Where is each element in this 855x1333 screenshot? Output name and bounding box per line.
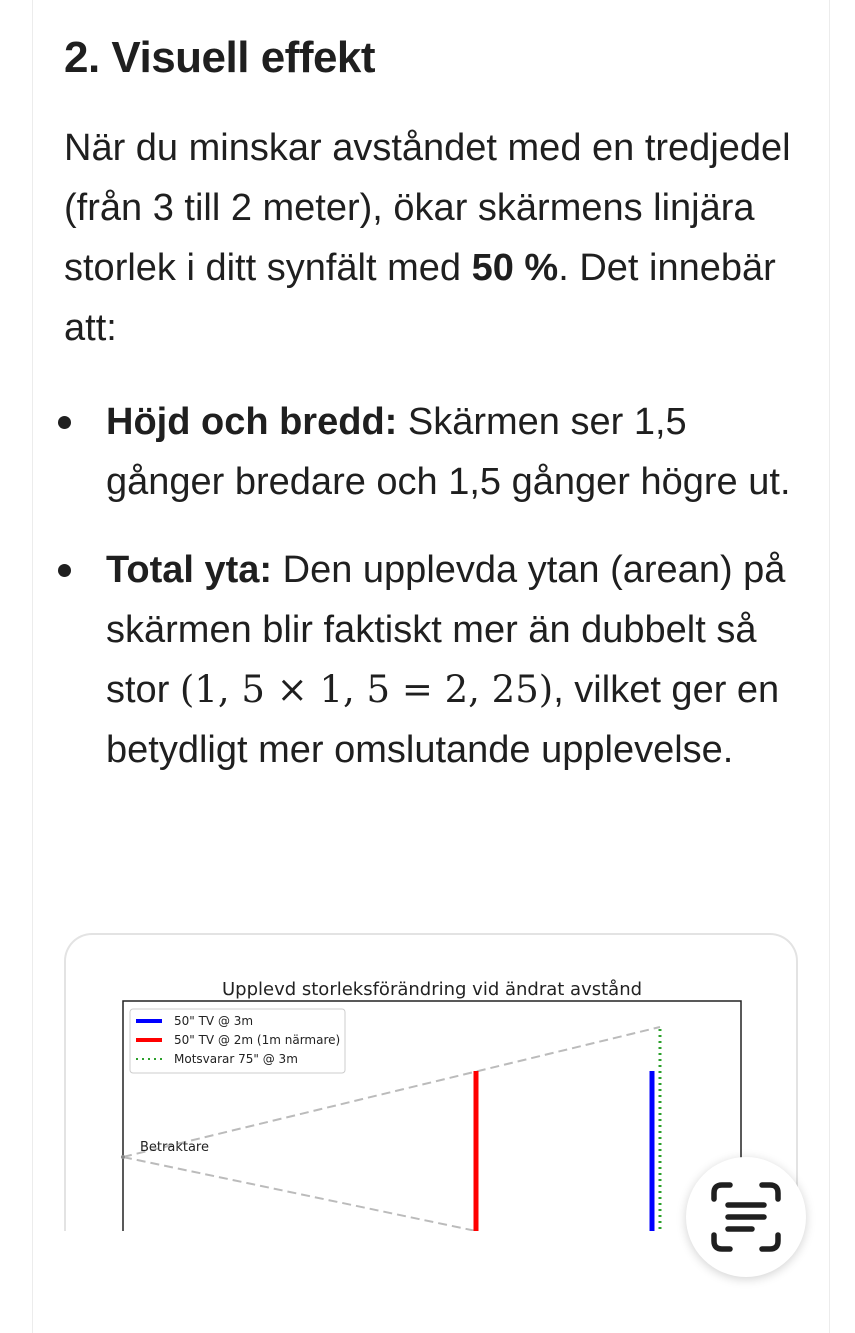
list-item [64, 392, 804, 512]
chart-svg [66, 935, 796, 1231]
scan-text-button[interactable] [686, 1157, 806, 1277]
bullet-list [64, 392, 804, 780]
section-title: 2. Visuell effekt [64, 33, 376, 82]
chart-legend [130, 1009, 345, 1073]
intro-paragraph [64, 118, 794, 358]
bullet-label: Höjd och bredd: [106, 401, 398, 443]
math-formula: (1, 5 × 1, 5 = 2, 25) [179, 668, 554, 711]
intro-bold-value: 50 % [471, 247, 559, 289]
intro-text-1: När du minskar avståndet med en tredjedel (från 3 till 2 meter), ökar skärmens linjära storlek i ditt synfält med [64, 127, 791, 289]
right-divider [829, 0, 830, 1333]
bullet-dot-icon [58, 564, 71, 577]
scan-text-icon [710, 1181, 782, 1253]
legend-label: 50" TV @ 3m [174, 1014, 254, 1028]
legend-label: Motsvarar 75" @ 3m [174, 1052, 298, 1066]
bullet-text: , vilket ger en betydligt mer omslutande upplevelse. [106, 669, 780, 771]
viewer-label: Betraktare [140, 1140, 209, 1155]
bullet-dot-icon [58, 416, 71, 429]
list-item [64, 540, 804, 780]
viewer-point [121, 1155, 125, 1159]
intro-text-2: . Det innebär att: [64, 247, 776, 349]
bullet-text: Den upplevda ytan (arean) på skärmen blir faktiskt mer än dubbelt så stor [106, 549, 786, 711]
bullet-text: Skärmen ser 1,5 gånger bredare och 1,5 gånger högre ut. [106, 401, 791, 503]
left-divider [32, 0, 33, 1333]
legend-label: 50" TV @ 2m (1m närmare) [174, 1033, 341, 1047]
chart-title: Upplevd storleksförändring vid ändrat avstånd [221, 979, 643, 1000]
bullet-label: Total yta: [106, 549, 273, 591]
chart-card [64, 933, 798, 1231]
sight-line-lower [123, 1157, 476, 1231]
